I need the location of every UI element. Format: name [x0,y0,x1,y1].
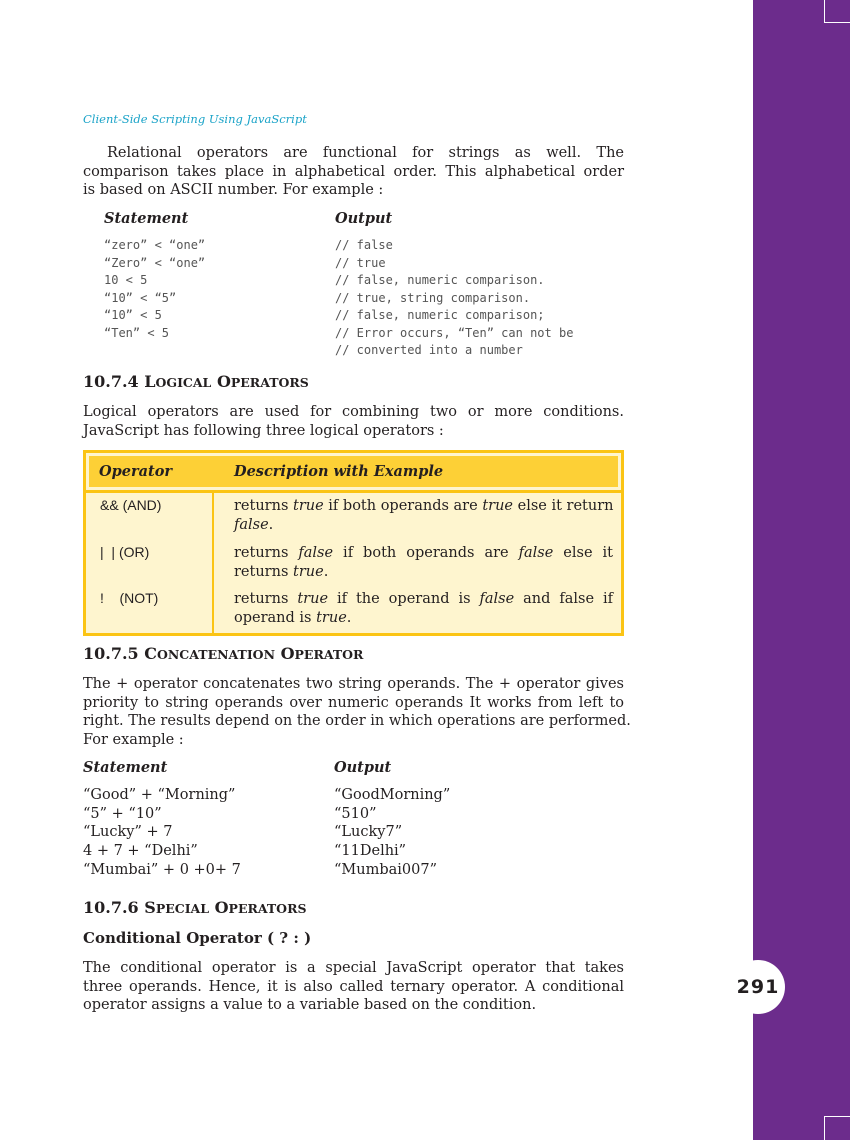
text-line: right. The results depend on the order in which operations are performed. [83,713,631,730]
text-line: The + operator concatenates two string operands. The + operator gives [83,676,624,692]
text-run: returns [234,545,299,561]
statement-code: “10” < “5” [104,290,177,305]
output-comment: // false [335,238,393,252]
text-run: and false if [514,591,613,607]
statement-expression: 4 + 7 + “Delhi” [83,843,198,860]
title-rest: PECIAL [155,901,210,916]
title-rest: PERATORS [230,375,309,390]
output-comment: // true [335,255,386,270]
title-rest: OGICAL [155,375,212,390]
logical-operators-table [83,450,624,636]
statement-header: Statement [83,759,168,776]
text-run: . [346,610,352,626]
statement-expression: “Good” + “Morning” [83,787,236,803]
output-comment: // converted into a number [335,343,523,357]
text-run: returns [234,564,293,580]
emphasis-text: true [293,498,324,514]
title-cap: O [280,644,295,663]
emphasis-text: true [482,498,513,514]
emphasis-text: false [479,591,515,607]
section-heading-logical [83,372,309,391]
title-rest: ONCATENATION [156,647,275,662]
title-cap: O [216,372,231,391]
emphasis-text: true [316,610,347,626]
statement-code: “zero” < “one” [104,238,206,252]
column-header-operator: Operator [99,463,173,480]
conditional-paragraph [83,959,624,1015]
description-line [234,590,613,609]
table-divider [86,490,621,493]
operator-cell: && (AND) [100,497,162,513]
logical-paragraph [83,403,624,440]
description-line [234,609,613,628]
text-line: The conditional operator is a special JavaScript operator that takes [83,960,624,976]
concat-paragraph [83,675,631,749]
conditional-operator-heading: Conditional Operator ( ? : ) [83,929,312,947]
text-run: operand is [234,610,317,626]
text-run: if both operands are [333,545,519,561]
statement-expression: “Mumbai” + 0 +0+ 7 [83,861,241,878]
crop-mark-top [824,0,850,23]
text-run: if the operand is [328,591,480,607]
statement-code: 10 < 5 [104,273,148,287]
text-line: Logical operators are used for combining two or more conditions. [83,404,624,420]
description-cell [234,590,613,628]
title-rest: PERATOR [294,647,364,662]
statement-header: Statement [104,210,189,227]
intro-paragraph [83,144,624,200]
section-heading-special [83,898,306,917]
crop-mark-bottom [824,1116,850,1143]
statement-code: “Ten” < 5 [104,325,170,340]
text-run: . [323,564,329,580]
output-value: “Lucky7” [334,824,403,841]
statement-code: “10” < 5 [104,308,162,322]
emphasis-text: false [298,545,334,561]
description-cell [234,497,613,535]
emphasis-text: true [293,564,324,580]
statement-expression: “5” + “10” [83,805,162,822]
text-line: JavaScript has following three logical operators : [83,422,444,439]
title-cap: C [144,644,157,663]
output-comment: // false, numeric comparison; [335,308,545,322]
title-cap: O [214,898,229,917]
text-line: For example : [83,731,184,748]
text-line: comparison takes place in alphabetical order. This alphabetical order [83,163,624,180]
output-value: “GoodMorning” [334,787,451,803]
section-number: 10.7.6 [83,898,139,917]
section-heading-concat [83,644,363,663]
text-run: else it return [513,498,614,514]
output-comment: // true, string comparison. [335,290,531,305]
statement-code: “Zero” < “one” [104,255,206,270]
description-line [234,497,613,516]
title-cap: L [144,372,156,391]
section-number: 10.7.5 [83,644,139,663]
description-line [234,516,613,535]
output-comment: // false, numeric comparison. [335,273,545,287]
output-value: “Mumbai007” [334,861,438,878]
text-line: is based on ASCII number. For example : [83,182,384,199]
operator-cell: ! (NOT) [100,590,159,606]
text-line: Relational operators are functional for strings as well. The [107,145,624,161]
operator-cell: | | (OR) [100,544,150,560]
output-header: Output [334,759,392,776]
running-head: Client-Side Scripting Using JavaScript [83,112,307,126]
text-run: if both operands are [323,498,483,514]
section-number: 10.7.4 [83,372,139,391]
text-line: priority to string operands over numeric operands It works from left to [83,694,624,711]
output-value: “510” [334,805,377,822]
output-header: Output [335,210,393,227]
page-number: 291 [731,960,785,1014]
text-line: operator assigns a value to a variable based on the condition. [83,997,537,1014]
column-header-description: Description with Example [234,463,444,480]
emphasis-text: false [518,545,554,561]
description-cell [234,544,613,582]
text-run: else it [553,545,613,561]
description-line [234,563,613,582]
statement-expression: “Lucky” + 7 [83,824,173,841]
emphasis-text: true [297,591,329,607]
emphasis-text: false [234,517,269,533]
title-cap: S [144,898,156,917]
output-comment: // Error occurs, “Ten” can not be [335,325,574,340]
description-line [234,544,613,563]
output-value: “11Delhi” [334,843,407,860]
text-run: returns [234,498,293,514]
text-run: returns [234,591,298,607]
title-rest: PERATORS [228,901,307,916]
text-run: . [268,517,274,533]
table-column-rule [212,493,214,633]
text-line: three operands. Hence, it is also called ternary operator. A conditional [83,978,624,995]
